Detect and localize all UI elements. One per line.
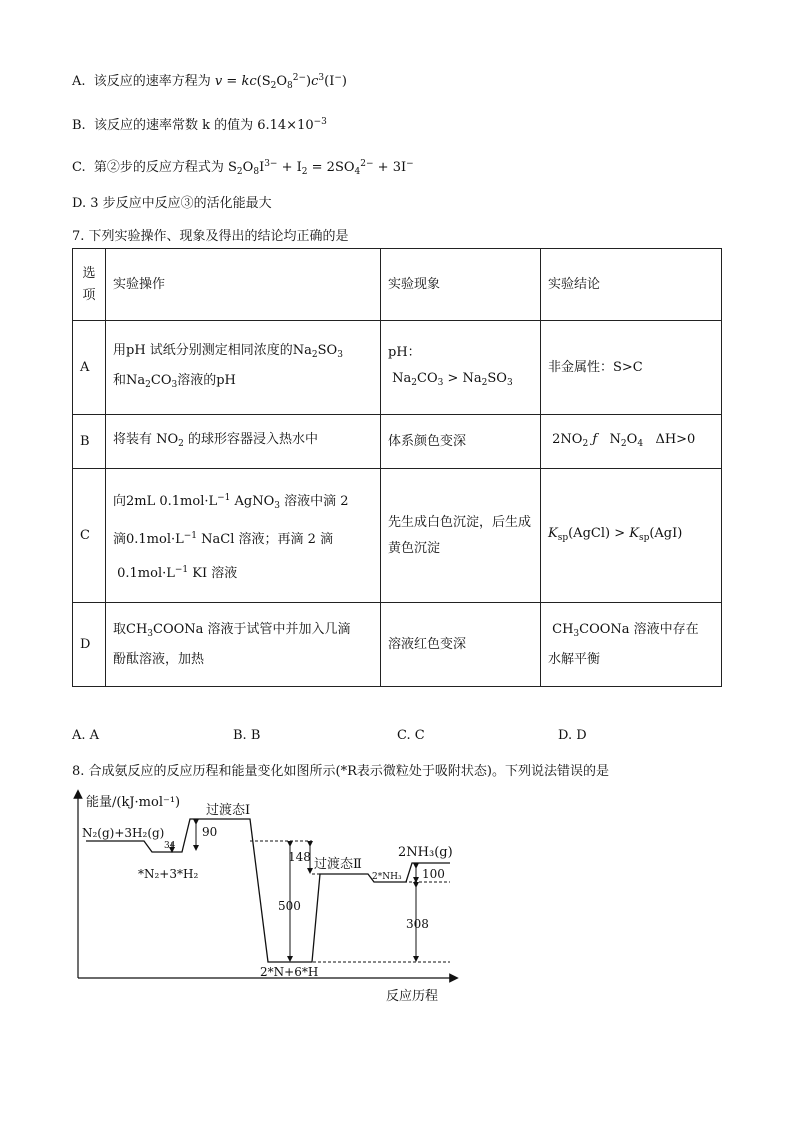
- label-atoms: 2*N+6*H: [260, 965, 319, 979]
- q7-answer-c: C. C: [397, 728, 425, 743]
- label-adsorbed-product: 2*NH₃: [372, 872, 402, 882]
- label-product: 2NH₃(g): [398, 845, 453, 860]
- row-label: B: [73, 415, 106, 469]
- row-label: D: [73, 603, 106, 687]
- row-label: C: [73, 469, 106, 603]
- x-axis-label: 反应历程: [386, 989, 439, 1004]
- row-label: A: [73, 321, 106, 415]
- header-option: 选 项: [73, 249, 106, 321]
- table-row: [73, 415, 722, 469]
- value-34: 34: [164, 841, 176, 851]
- row-conclusion: $CH_3COONa$ 溶液中存在 水解平衡: [541, 603, 722, 687]
- energy-profile-line: [86, 819, 450, 962]
- q7-answer-d: D. D: [558, 728, 587, 743]
- table-row: [73, 469, 722, 603]
- header-operation: 实验操作: [106, 249, 381, 321]
- value-90: 90: [202, 825, 218, 839]
- row-phenomenon: 溶液红色变深: [381, 603, 541, 687]
- value-100: 100: [422, 867, 445, 881]
- row-phenomenon: pH： $Na_2CO_3 > Na_2SO_3$: [381, 321, 541, 415]
- table-row: [73, 603, 722, 687]
- value-308: 308: [406, 917, 429, 931]
- value-500: 500: [278, 899, 301, 913]
- row-conclusion: $2NO_2$ ƒ $N_2O_4$ ΔH>0: [541, 415, 722, 469]
- label-ts1: 过渡态Ⅰ: [206, 803, 251, 818]
- q7-experiment-table: [72, 248, 722, 687]
- y-axis-label: 能量/(kJ·mol⁻¹): [86, 795, 181, 810]
- row-operation: 用pH 试纸分别测定相同浓度的$Na_2SO_3$ 和$Na_2CO_3$溶液的pH: [106, 321, 381, 415]
- q7-stem: 7. 下列实验操作、现象及得出的结论均正确的是: [72, 229, 349, 244]
- table-header-row: [73, 249, 722, 321]
- row-operation: 取$CH_3COONa$ 溶液于试管中并加入几滴 酚酞溶液，加热: [106, 603, 381, 687]
- energy-diagram: [72, 786, 462, 1006]
- q7-answer-b: B. B: [233, 728, 261, 743]
- label-adsorbed-reactants: *N₂+3*H₂: [138, 867, 199, 881]
- q6-option-b: B. 该反应的速率常数 k 的值为 $6.14\times 10^{-3}$: [72, 117, 327, 133]
- value-148: 148: [288, 850, 311, 864]
- table-row: [73, 321, 722, 415]
- label-ts2: 过渡态Ⅱ: [314, 857, 362, 872]
- header-phenomenon: 实验现象: [381, 249, 541, 321]
- header-conclusion: 实验结论: [541, 249, 722, 321]
- q7-answer-a: A. A: [72, 728, 100, 743]
- q6-option-a: A. 该反应的速率方程为 $v = kc(S_2O_8^{2-})c^3(I^-)$: [72, 73, 347, 91]
- row-conclusion: 非金属性：S>C: [541, 321, 722, 415]
- q6-option-d: D. 3 步反应中反应③的活化能最大: [72, 196, 272, 211]
- label-reactants: N₂(g)+3H₂(g): [82, 826, 165, 840]
- row-operation: 将装有 $NO_2$ 的球形容器浸入热水中: [106, 415, 381, 469]
- row-phenomenon: 体系颜色变深: [381, 415, 541, 469]
- row-phenomenon: 先生成白色沉淀，后生成黄色沉淀: [381, 469, 541, 603]
- q6-option-c: C. 第②步的反应方程式为 $S_2O_8I^{3-} + I_2 = 2SO_4^{2-} + 3I^-$: [72, 159, 414, 177]
- q8-stem: 8. 合成氨反应的反应历程和能量变化如图所示(*R表示微粒处于吸附状态)。下列说法错误的是: [72, 764, 609, 779]
- row-conclusion: $K_{sp}(AgCl) > K_{sp}(AgI)$: [541, 469, 722, 603]
- row-operation: 向2mL $0.1mol\cdot L^{-1}$ AgNO$_3$ 溶液中滴 2 滴$0.1mol\cdot L^{-1}$ NaCl 溶液；再滴 2 滴 $0.1mol\cdot L^{-1}$ KI 溶液: [106, 469, 381, 603]
